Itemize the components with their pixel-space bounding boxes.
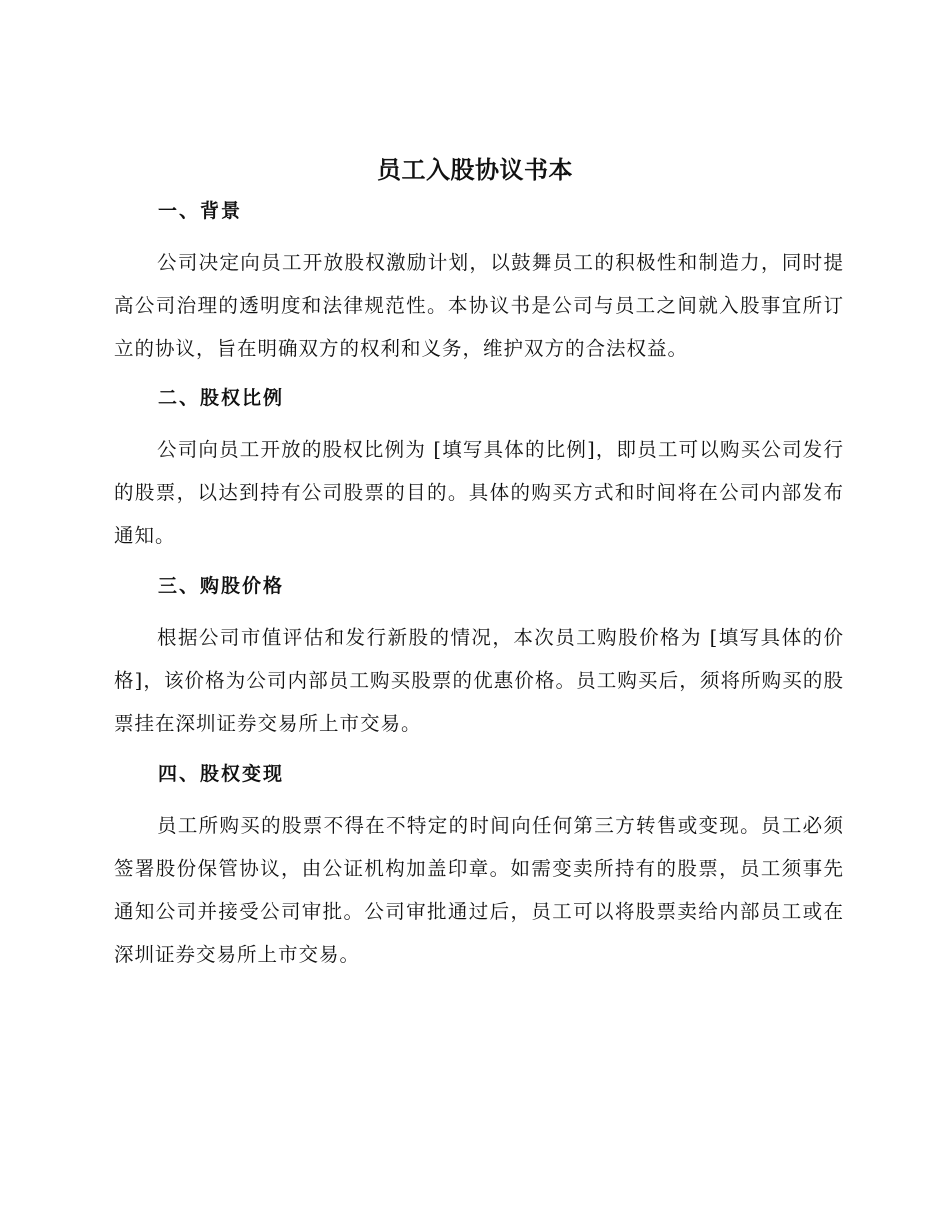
section-body-background: 公司决定向员工开放股权激励计划，以鼓舞员工的积极性和制造力，同时提高公司治理的透明度和法律规范性。本协议书是公司与员工之间就入股事宜所订立的协议，旨在明确双方的权利和义务，维护双方的合法权益。	[114, 251, 844, 360]
section-body-equity-liquidation: 员工所购买的股票不得在不特定的时间向任何第三方转售或变现。员工必须签署股份保管协议，由公证机构加盖印章。如需变卖所持有的股票，员工须事先通知公司并接受公司审批。公司审批通过后，员工可以将股票卖给内部员工或在深圳证券交易所上市交易。	[114, 814, 844, 966]
section-heading-background: 一、背景	[158, 200, 243, 222]
section-heading-equity-liquidation: 四、股权变现	[158, 763, 285, 785]
section-heading-equity-ratio: 二、股权比例	[158, 387, 285, 409]
section-heading-share-price: 三、购股价格	[158, 575, 285, 597]
document-title: 员工入股协议书本	[377, 156, 573, 184]
section-body-share-price: 根据公司市值评估和发行新股的情况，本次员工购股价格为 [填写具体的价格]，该价格为公司内部员工购买股票的优惠价格。员工购买后，须将所购买的股票挂在深圳证券交易所上市交易。	[114, 626, 844, 735]
section-body-equity-ratio: 公司向员工开放的股权比例为 [填写具体的比例]，即员工可以购买公司发行的股票，以达到持有公司股票的目的。具体的购买方式和时间将在公司内部发布通知。	[114, 438, 844, 547]
